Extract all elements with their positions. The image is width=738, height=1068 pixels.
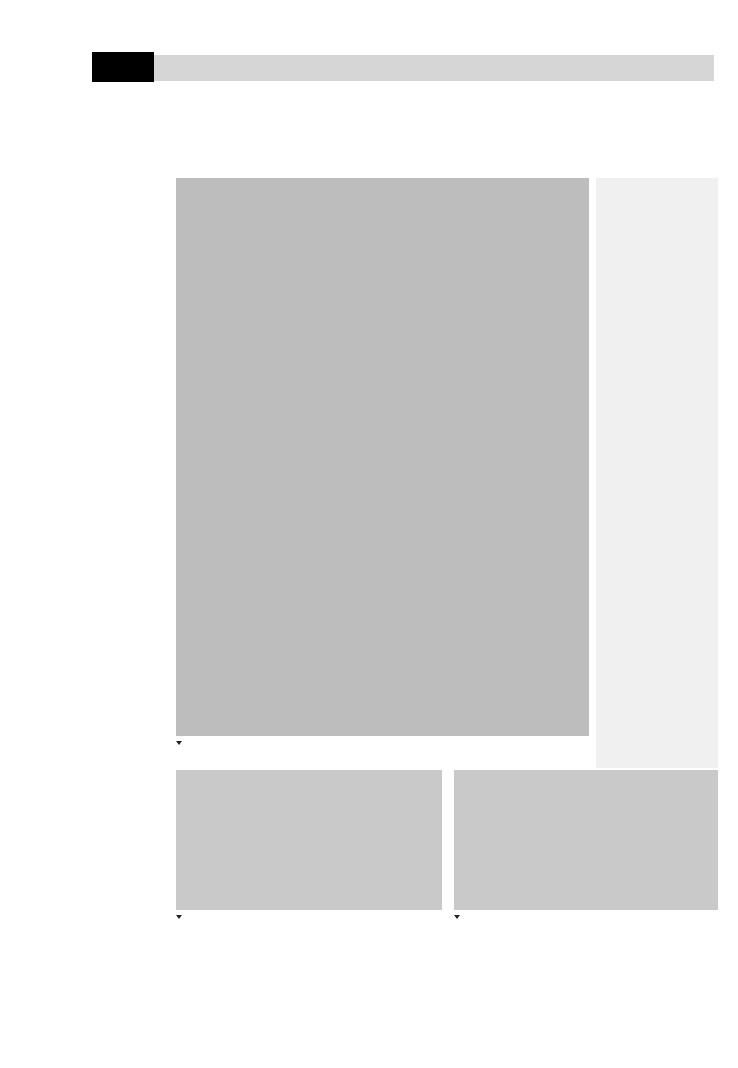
- photo-zapatero: [454, 770, 718, 910]
- bottom-column-1: [176, 930, 259, 1060]
- bottom-column-3: [354, 930, 437, 1060]
- bottom-column-5: [532, 930, 615, 1060]
- bottom-column-4: [443, 930, 526, 1060]
- bottom-column-6: [621, 930, 718, 1060]
- main-photo-image: [176, 178, 589, 736]
- sidebar-facts: [600, 198, 714, 764]
- rajoy-photo-caption: [176, 914, 442, 921]
- bottom-column-2: [265, 930, 348, 1060]
- section-header-bar: [92, 55, 714, 81]
- caption-arrow-icon: [176, 741, 182, 745]
- photo-rajoy: [176, 770, 442, 910]
- article-column-1: [92, 178, 170, 1058]
- caption-arrow-icon: [454, 915, 460, 919]
- main-photo-sagrada-familia: [176, 178, 589, 736]
- caption-arrow-icon: [176, 915, 182, 919]
- zapatero-photo-caption: [454, 914, 718, 921]
- main-photo-caption: [176, 740, 566, 747]
- zapatero-photo-image: [454, 770, 718, 910]
- section-label-box: [92, 52, 154, 82]
- rajoy-photo-image: [176, 770, 442, 910]
